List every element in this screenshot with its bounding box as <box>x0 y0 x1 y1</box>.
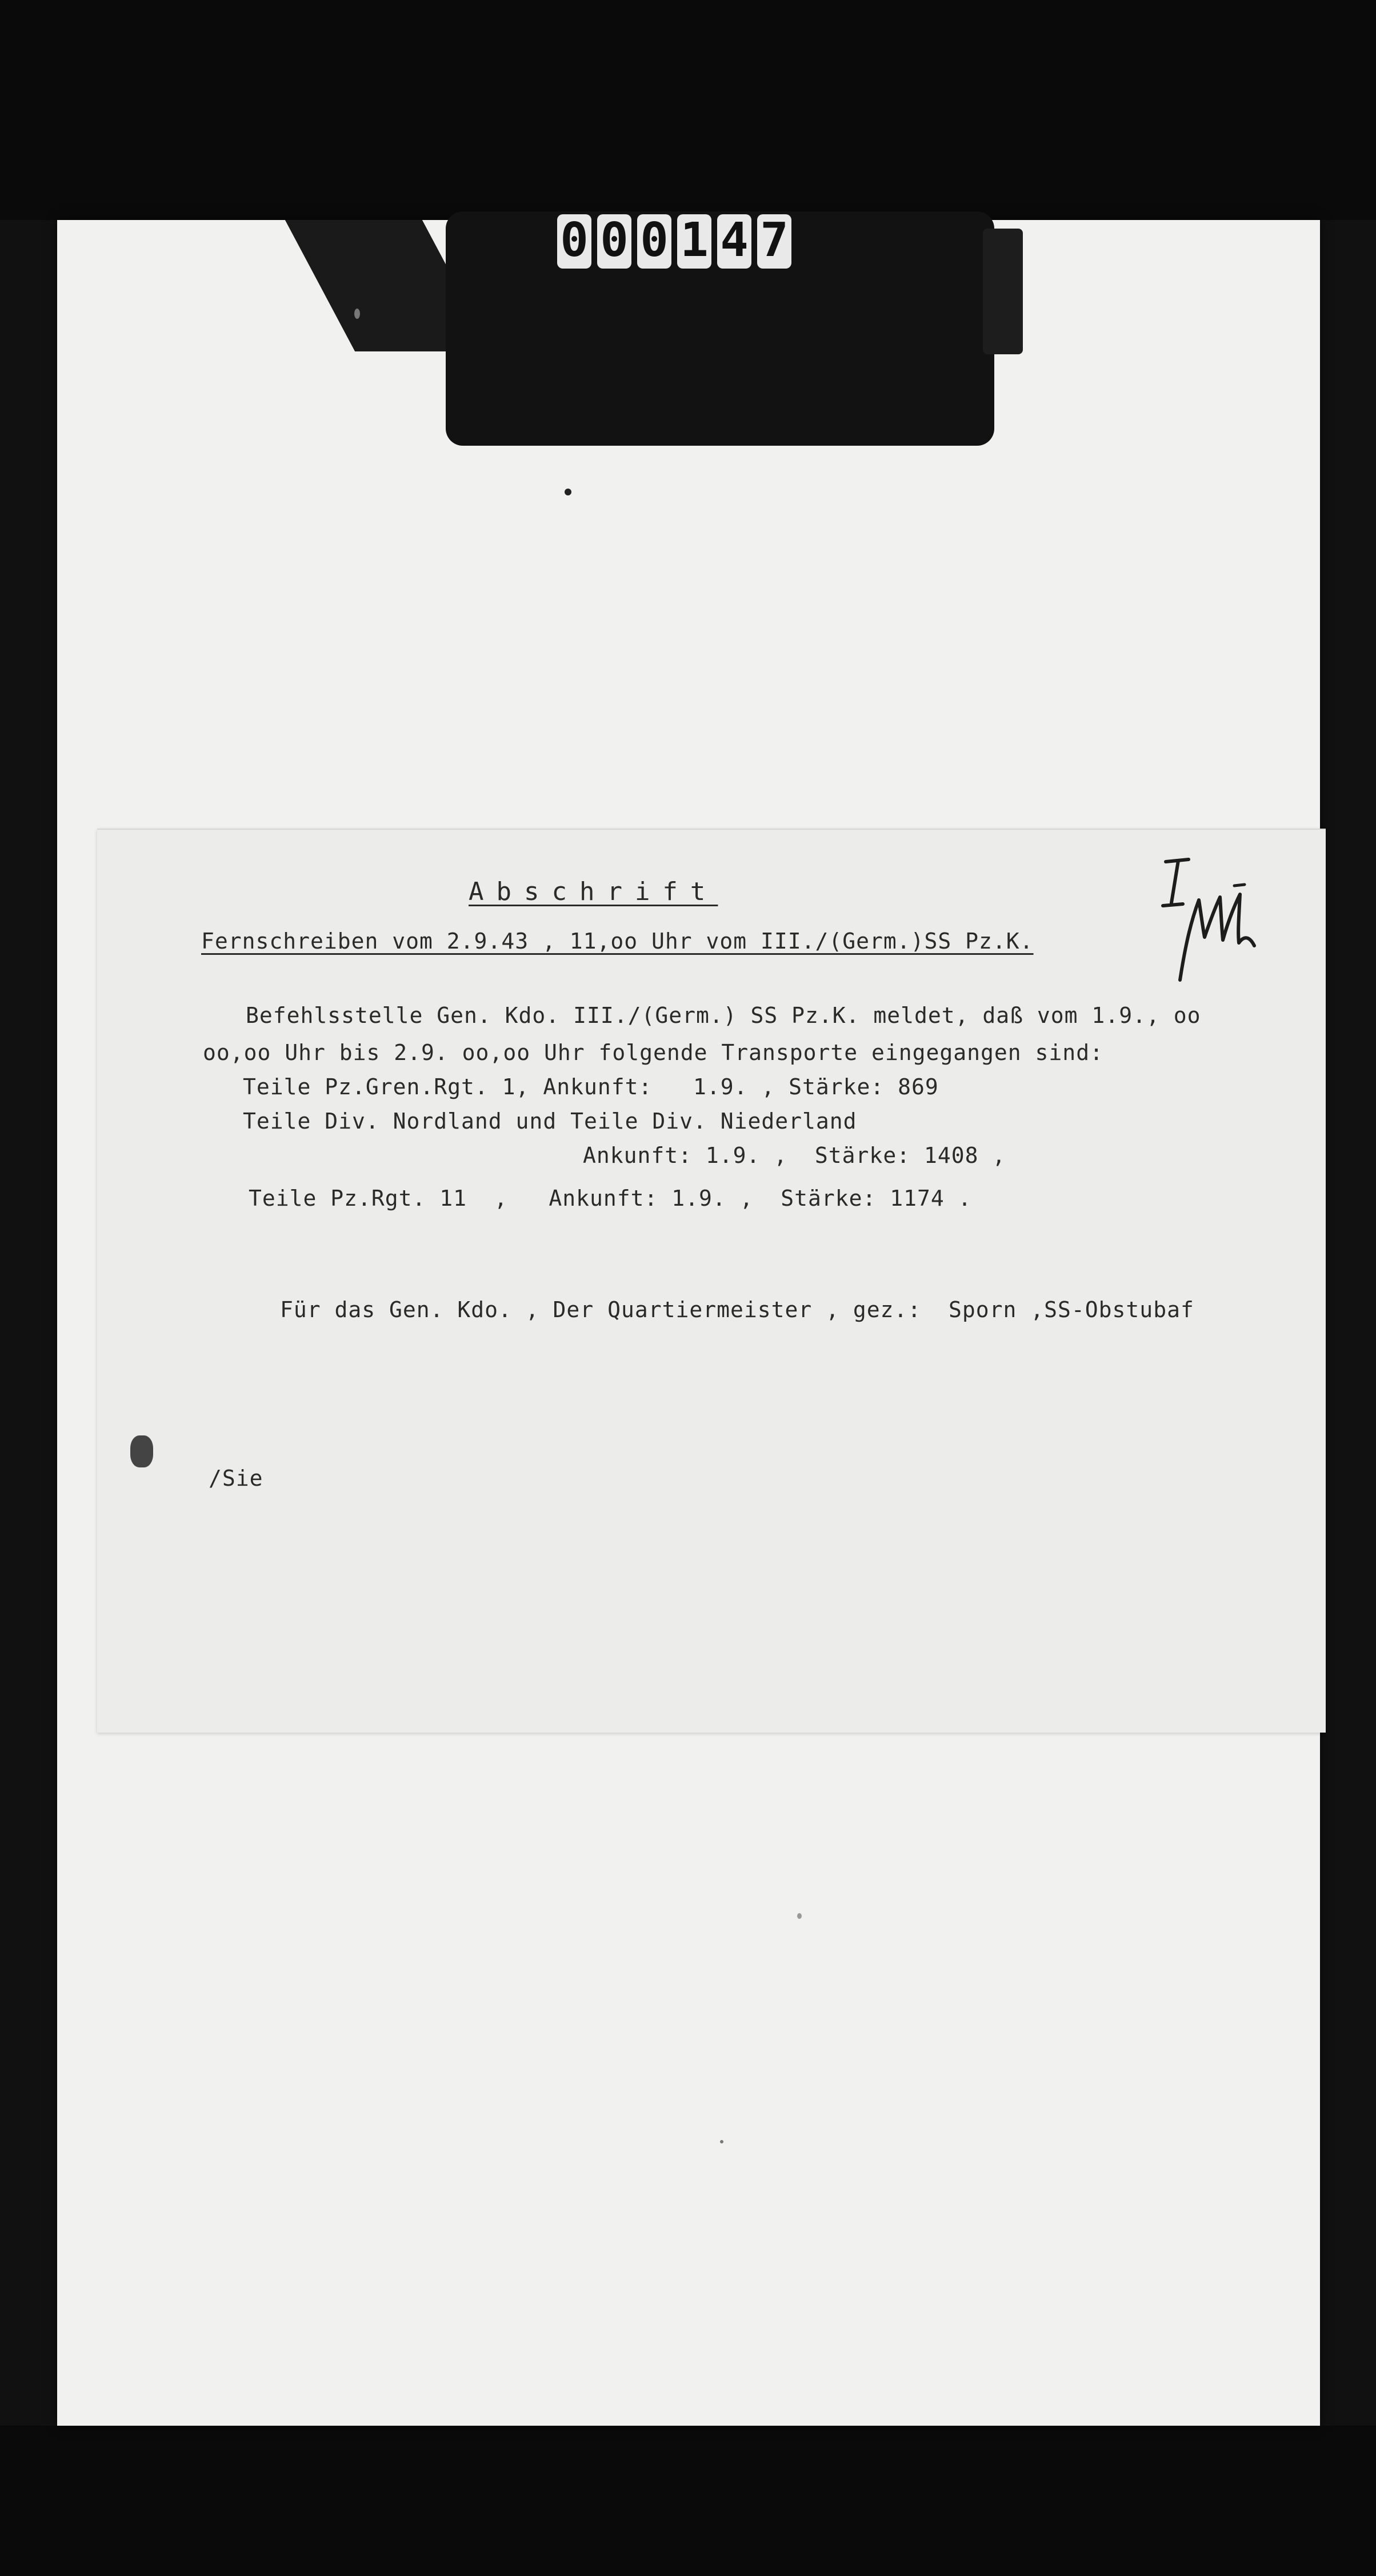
counter-knob <box>983 229 1023 354</box>
paper-speck <box>354 309 360 319</box>
body-line: Befehlsstelle Gen. Kdo. III./(Germ.) SS Pz.K. meldet, daß vom 1.9., oo <box>246 1003 1201 1028</box>
counter-digit: 4 <box>717 214 751 269</box>
counter-digit: 0 <box>597 214 631 269</box>
film-border-top <box>0 0 1376 220</box>
document-header-line: Fernschreiben vom 2.9.43 , 11,oo Uhr vom III./(Germ.)SS Pz.K. <box>201 929 1034 954</box>
film-border-bottom <box>0 2426 1376 2576</box>
paper-dot <box>565 489 571 495</box>
document-heading: Abschrift <box>469 877 718 906</box>
handwritten-annotation <box>1149 851 1263 1000</box>
film-blemish <box>130 1435 153 1467</box>
body-line: Teile Pz.Gren.Rgt. 1, Ankunft: 1.9. , Stärke: 869 <box>243 1074 939 1099</box>
body-line: Ankunft: 1.9. , Stärke: 1408 , <box>583 1143 1006 1168</box>
signature-line: Für das Gen. Kdo. , Der Quartiermeister , gez.: Sporn ,SS-Obstubaf <box>280 1297 1194 1322</box>
paper-speck <box>720 2140 723 2143</box>
paper-speck <box>797 1913 802 1919</box>
reference-initials: /Sie <box>209 1466 263 1491</box>
body-line: oo,oo Uhr bis 2.9. oo,oo Uhr folgende Transporte eingegangen sind: <box>203 1040 1103 1065</box>
body-line: Teile Div. Nordland und Teile Div. Niederland <box>243 1109 857 1134</box>
counter-digit: 0 <box>637 214 671 269</box>
counter-digit: 7 <box>757 214 791 269</box>
body-line: Teile Pz.Rgt. 11 , Ankunft: 1.9. , Stärke: 1174 . <box>249 1186 972 1211</box>
document-page <box>97 829 1326 1733</box>
counter-digit: 1 <box>677 214 711 269</box>
frame-counter <box>557 214 791 269</box>
counter-digit: 0 <box>557 214 591 269</box>
